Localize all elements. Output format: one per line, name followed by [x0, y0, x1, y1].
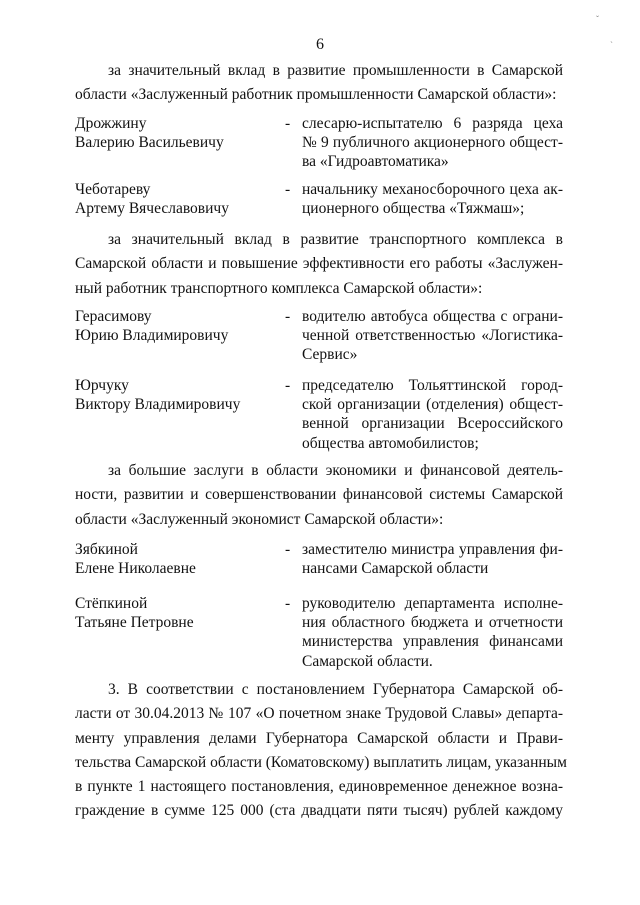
section-3-intro: [75, 459, 563, 532]
recipient-position: слесарю-испытателю 6 разряда цеха № 9 публичного акционерного общест- ва «Гидроавтоматика»: [302, 115, 563, 171]
entry-dash: -: [285, 115, 291, 132]
entry-dash: -: [285, 541, 291, 558]
recipient-name: Дрожжину Валерию Васильевичу: [75, 115, 224, 152]
entry-dash: -: [285, 181, 291, 198]
recipient-position: начальнику механосборочного цеха ак- ционерного общества «Тяжмаш»;: [302, 181, 563, 218]
entry-dash: -: [285, 595, 291, 612]
recipient-name: Юрчуку Виктору Владимировичу: [75, 377, 241, 414]
scan-speck: ˋ: [610, 40, 613, 50]
page-number: 6: [316, 36, 324, 53]
clause-line: тельства Самарской области (Коматовскому) выплатить лицам, указанным: [75, 753, 567, 771]
intro-line: ный работник транспортного комплекса Самарской области»:: [75, 279, 483, 297]
clause-line: менту управления делами Губернатора Самарской области и Прави-: [75, 729, 563, 747]
intro-line: Самарской области и повышение эффективности его работы «Заслужен-: [75, 255, 563, 273]
scan-speck: ˇ: [596, 14, 599, 24]
clause-line: ласти от 30.04.2013 № 107 «О почетном знаке Трудовой Славы» департа-: [75, 705, 563, 723]
intro-line: за значительный вклад в развитие транспортного комплекса в: [108, 231, 563, 248]
intro-line: за значительный вклад в развитие промышленности в Самарской: [108, 62, 563, 79]
recipient-name: Зябкиной Елене Николаевне: [75, 541, 196, 578]
recipient-name: Герасимову Юрию Владимировичу: [75, 308, 229, 345]
recipient-position: председателю Тольяттинской город- ской организации (отделения) общест- венной организации Всероссийского общества автомобилистов;: [302, 377, 563, 452]
entry-dash: -: [285, 308, 291, 325]
section-1-intro: [75, 59, 563, 108]
recipient-position: водителю автобуса общества с ограни- ченной ответственностью «Логистика- Сервис»: [302, 308, 563, 364]
intro-line: ности, развитии и совершенствовании финансовой системы Самарской: [75, 486, 563, 504]
recipient-position: заместителю министра управления фи- нансами Самарской области: [302, 541, 563, 578]
intro-line: за большие заслуги в области экономики и финансовой деятель-: [108, 462, 563, 479]
entry-dash: -: [285, 377, 291, 394]
intro-line: области «Заслуженный работник промышленности Самарской области»:: [75, 86, 557, 104]
clause-line: граждение в сумме 125 000 (ста двадцати пяти тысяч) рублей каждому: [75, 802, 563, 820]
recipient-name: Чеботареву Артему Вячеславовичу: [75, 181, 229, 218]
recipient-name: Стёпкиной Татьяне Петровне: [75, 595, 194, 632]
recipient-position: руководителю департамента исполне- ния областного бюджета и отчетности министерства управления финансами Самарской области.: [302, 595, 563, 670]
section-2-intro: [75, 228, 563, 301]
clause-line: 3. В соответствии с постановлением Губернатора Самарской об-: [108, 681, 563, 698]
clause-3-paragraph: [75, 678, 567, 824]
clause-line: в пункте 1 настоящего постановления, единовременное денежное возна-: [75, 778, 563, 796]
intro-line: области «Заслуженный экономист Самарской области»:: [75, 510, 444, 528]
